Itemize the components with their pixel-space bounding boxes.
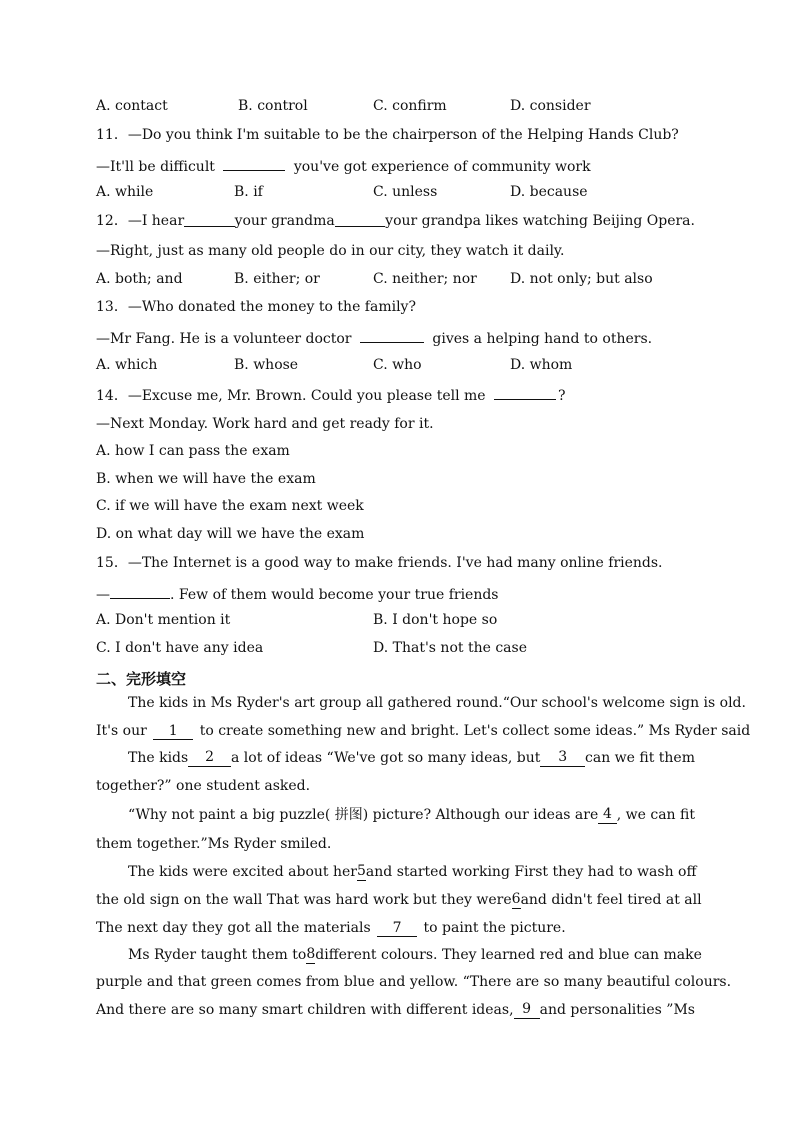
q12-stem	[96, 212, 695, 230]
q14-stem	[96, 385, 566, 405]
cloze-text: and didn't feel tired at all	[520, 892, 702, 908]
q12-option-a[interactable]: A. both; and	[96, 271, 183, 287]
cloze-text: different colours. They learned red and blue can make	[315, 947, 702, 963]
q15-option-c[interactable]: C. I don't have any idea	[96, 640, 264, 656]
q11-option-c[interactable]: C. unless	[373, 184, 438, 200]
cloze-text: It's our	[96, 723, 147, 739]
q13-reply	[96, 328, 652, 348]
cloze-text: the old sign on the wall That was hard work but they were	[96, 892, 512, 908]
q14-option-c[interactable]: C. if we will have the exam next week	[96, 498, 364, 514]
q15-stem: 15．—The Internet is a good way to make friends. I've had many online friends.	[96, 555, 663, 571]
cloze-blank-6[interactable]: 6	[511, 891, 521, 907]
cloze-text: and personalities ”Ms	[539, 1002, 695, 1018]
cloze-text: “Why not paint a big puzzle( 拼图) picture? Although our ideas are	[128, 807, 599, 823]
q12-answer-blank-1[interactable]	[184, 212, 234, 227]
cloze-p1-line2	[96, 722, 750, 740]
q13-reply-end: gives a helping hand to others.	[432, 331, 653, 347]
cloze-p5-line2	[96, 973, 732, 991]
q15-reply-end: . Few of them would become your true friends	[170, 587, 499, 603]
cloze-text: a lot of ideas “We've got so many ideas, but	[231, 750, 541, 766]
q14-option-a[interactable]: A. how I can pass the exam	[96, 443, 290, 459]
q12-option-d[interactable]: D. not only; but also	[510, 271, 653, 287]
q11-answer-blank[interactable]	[223, 156, 285, 171]
q15-option-d[interactable]: D. That's not the case	[373, 640, 527, 656]
q12-answer-blank-2[interactable]	[335, 212, 385, 227]
cloze-p4-line1	[96, 863, 695, 881]
cloze-text: The next day they got all the materials	[96, 920, 371, 936]
section-heading-cloze: 二、完形填空	[96, 670, 187, 688]
q11-option-b[interactable]: B. if	[234, 184, 263, 200]
cloze-blank-2[interactable]: 2	[188, 749, 231, 767]
cloze-text: can we fit them	[585, 750, 695, 766]
cloze-text: Ms Ryder taught them to	[128, 947, 307, 963]
cloze-blank-3[interactable]: 3	[540, 749, 585, 767]
cloze-p2-line1	[96, 749, 695, 767]
cloze-p1-line1	[96, 694, 746, 712]
q15-option-a[interactable]: A. Don't mention it	[96, 612, 231, 628]
q10-option-d[interactable]: D. consider	[510, 98, 591, 114]
q13-reply-start: —Mr Fang. He is a volunteer doctor	[96, 331, 352, 347]
q14-reply: —Next Monday. Work hard and get ready for it.	[96, 416, 434, 432]
q14-option-b[interactable]: B. when we will have the exam	[96, 471, 316, 487]
q10-option-a[interactable]: A. contact	[96, 98, 168, 114]
cloze-p3-line2: them together.”Ms Ryder smiled.	[96, 836, 332, 852]
cloze-text: to create something new and bright. Let's collect some ideas.” Ms Ryder said	[199, 723, 751, 739]
cloze-text: and started working First they had to wash off	[365, 864, 697, 880]
cloze-text: purple and that green comes from blue and yellow. “There are so many beautiful colours.	[96, 974, 732, 990]
q14-option-d[interactable]: D. on what day will we have the exam	[96, 526, 365, 542]
q13-option-c[interactable]: C. who	[373, 357, 422, 373]
cloze-p4-line2	[96, 891, 702, 909]
cloze-text: And there are so many smart children with different ideas,	[96, 1002, 514, 1018]
cloze-p3-line1	[96, 806, 695, 824]
cloze-text: to paint the picture.	[423, 920, 566, 936]
cloze-text: , we can fit	[616, 807, 695, 823]
q13-option-a[interactable]: A. which	[96, 357, 158, 373]
cloze-p5-line1	[96, 946, 702, 964]
q12-stem-b: your grandma	[234, 213, 335, 229]
q15-reply-dash: —	[96, 587, 110, 603]
cloze-text: The kids	[128, 750, 189, 766]
q14-answer-blank[interactable]	[494, 385, 556, 400]
q13-answer-blank[interactable]	[360, 328, 424, 343]
q11-reply-end: you've got experience of community work	[293, 159, 591, 175]
cloze-blank-8[interactable]: 8	[306, 946, 316, 962]
q12-stem-a: 12．—I hear	[96, 213, 185, 229]
cloze-blank-5[interactable]: 5	[357, 863, 366, 879]
q13-stem: 13．—Who donated the money to the family?	[96, 299, 416, 315]
cloze-text: The kids were excited about her	[128, 864, 357, 880]
q11-option-a[interactable]: A. while	[96, 184, 154, 200]
q15-reply	[96, 584, 499, 604]
cloze-blank-1[interactable]: 1	[153, 723, 193, 740]
q14-stem-start: 14．—Excuse me, Mr. Brown. Could you please tell me	[96, 388, 486, 404]
q11-stem: 11．—Do you think I'm suitable to be the chairperson of the Helping Hands Club?	[96, 127, 679, 143]
q12-reply: —Right, just as many old people do in our city, they watch it daily.	[96, 243, 565, 259]
cloze-p4-line3	[96, 919, 566, 937]
q12-stem-c: your grandpa likes watching Beijing Opera.	[385, 213, 695, 229]
cloze-blank-9[interactable]: 9	[514, 1001, 540, 1019]
cloze-blank-4[interactable]: 4	[598, 806, 616, 824]
q12-option-c[interactable]: C. neither; nor	[373, 271, 477, 287]
q11-reply	[96, 156, 591, 176]
q15-option-b[interactable]: B. I don't hope so	[373, 612, 498, 628]
q13-option-d[interactable]: D. whom	[510, 357, 573, 373]
cloze-p2-line2: together?” one student asked.	[96, 778, 311, 794]
q12-option-b[interactable]: B. either; or	[234, 271, 320, 287]
q11-reply-start: —It'll be difficult	[96, 159, 215, 175]
q10-option-b[interactable]: B. control	[238, 98, 308, 114]
cloze-p1-text: The kids in Ms Ryder's art group all gathered round.“Our school's welcome sign is old.	[128, 695, 746, 711]
q14-stem-end: ?	[558, 388, 566, 404]
q15-answer-blank[interactable]	[110, 584, 170, 599]
cloze-blank-7[interactable]: 7	[377, 920, 417, 937]
q11-option-d[interactable]: D. because	[510, 184, 588, 200]
cloze-p5-line3	[96, 1001, 695, 1019]
q10-option-c[interactable]: C. confirm	[373, 98, 447, 114]
q13-option-b[interactable]: B. whose	[234, 357, 299, 373]
